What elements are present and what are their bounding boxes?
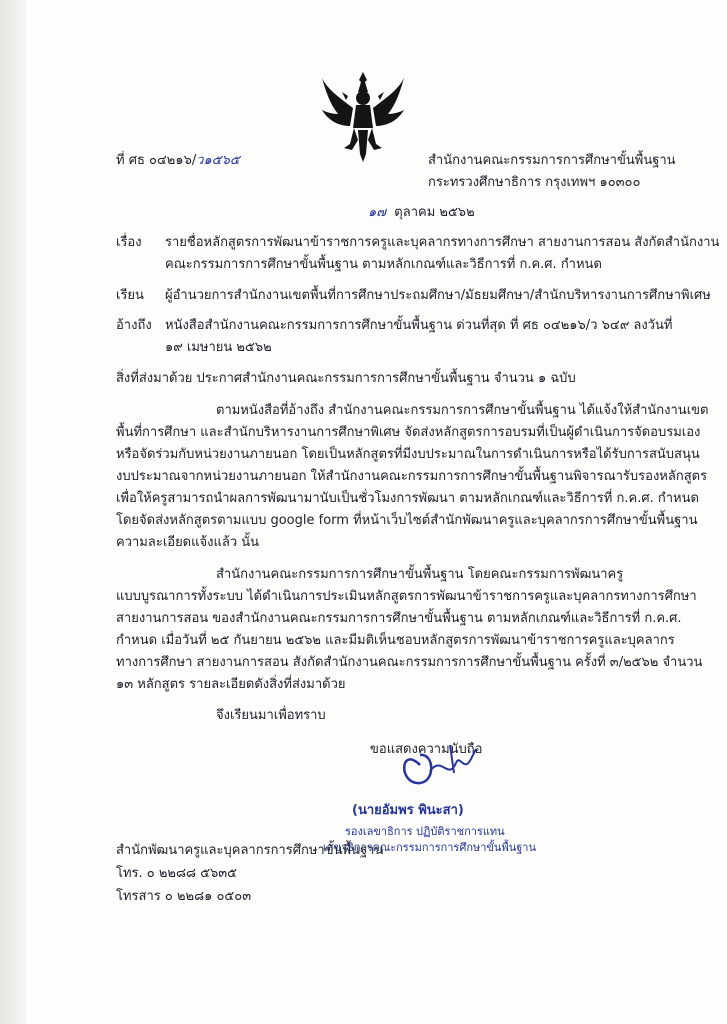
footer-fax: โทรสาร ๐ ๒๒๘๑ ๐๕๐๓ <box>116 889 252 904</box>
regards-line: ขอแสดงความนับถือ <box>370 742 483 757</box>
paragraph-1-line: งบประมาณจากหน่วยงานภายนอก ให้สำนักงานคณะกรรมการการศึกษาขั้นพื้นฐานพิจารณารับรองหลักสูตร <box>116 469 708 484</box>
sender-office: สำนักงานคณะกรรมการการศึกษาขั้นพื้นฐาน <box>428 153 676 168</box>
paragraph-2-line: กำหนด เมื่อวันที่ ๒๕ กันยายน ๒๕๖๒ และมีมติเห็นชอบหลักสูตรการพัฒนาข้าราชการครูและบุคลากร <box>116 633 675 648</box>
paragraph-1-line: ตามหนังสือที่อ้างถึง สำนักงานคณะกรรมการการศึกษาขั้นพื้นฐาน ได้แจ้งให้สำนักงานเขต <box>216 403 709 418</box>
date-month-year: ตุลาคม ๒๕๖๒ <box>394 205 475 220</box>
closing-line: จึงเรียนมาเพื่อทราบ <box>216 708 326 723</box>
paragraph-1-line: หรือจัดร่วมกับหน่วยงานภายนอก โดยเป็นหลักสูตรที่มีงบประมาณในการดำเนินการหรือได้รับการสนับสนุน <box>116 447 700 462</box>
paragraph-2-line: สำนักงานคณะกรรมการการศึกษาขั้นพื้นฐาน โดยคณะกรรมการพัฒนาครู <box>216 567 624 582</box>
paragraph-2-line: ๑๓ หลักสูตร รายละเอียดดังสิ่งที่ส่งมาด้วย <box>116 677 346 692</box>
paragraph-1-line: โดยจัดส่งหลักสูตรตามแบบ google form ที่หน้าเว็บไซต์สำนักพัฒนาครูและบุคลากรการศึกษาขั้นพื้นฐาน <box>116 513 698 528</box>
subject-line-1: รายชื่อหลักสูตรการพัฒนาข้าราชการครูและบุคลากรทางการศึกษา สายงานการสอน สังกัดสำนักงาน <box>165 235 720 250</box>
subject-label: เรื่อง <box>116 235 142 250</box>
footer-office: สำนักพัฒนาครูและบุคลากรการศึกษาขั้นพื้นฐาน <box>116 843 384 858</box>
paragraph-1-line: เพื่อให้ครูสามารถนำผลการพัฒนามานับเป็นชั่วโมงการพัฒนา ตามหลักเกณฑ์และวิธีการที่ ก.ค.ศ. กำหนด <box>116 491 699 506</box>
reference-line-1: หนังสือสำนักงานคณะกรรมการการศึกษาขั้นพื้นฐาน ด่วนที่สุด ที่ ศธ ๐๔๒๑๖/ว ๖๔๙ ลงวันที่ <box>165 318 673 333</box>
date-day-handwritten: ๑๗ <box>368 205 387 220</box>
to-label: เรียน <box>116 288 144 303</box>
enclosure-line: สิ่งที่ส่งมาด้วย ประกาศสำนักงานคณะกรรมการการศึกษาขั้นพื้นฐาน จำนวน ๑ ฉบับ <box>116 371 576 386</box>
letter-date <box>368 205 475 221</box>
to-recipient: ผู้อำนวยการสำนักงานเขตพื้นที่การศึกษาประถมศึกษา/มัธยมศึกษา/สำนักบริหารงานการศึกษาพิเศษ <box>165 288 711 303</box>
paragraph-2-line: ทางการศึกษา สายงานการสอน สังกัดสำนักงานคณะกรรมการการศึกษาขั้นพื้นฐาน ครั้งที่ ๓/๒๕๖๒ จำนวน <box>116 655 703 670</box>
footer-telephone: โทร. ๐ ๒๒๘๘ ๕๖๓๕ <box>116 866 238 881</box>
signature-icon <box>390 735 520 795</box>
reference-label: อ้างถึง <box>116 318 152 333</box>
reference-line-2: ๑๙ เมษายน ๒๕๖๒ <box>165 340 272 355</box>
sender-address: กระทรวงศึกษาธิการ กรุงเทพฯ ๑๐๓๐๐ <box>428 175 641 190</box>
paragraph-1-line: ความละเอียดแจ้งแล้ว นั้น <box>116 535 260 550</box>
signer-title-2: เลขาธิการคณะกรรมการการศึกษาขั้นพื้นฐาน <box>323 841 536 854</box>
paragraph-1-line: พื้นที่การศึกษา และสำนักบริหารงานการศึกษาพิเศษ จัดส่งหลักสูตรการอบรมที่เป็นผู้ดำเนินการจัดอบรมเอง <box>116 425 701 440</box>
paragraph-2-line: แบบบูรณาการทั้งระบบ ได้ดำเนินการประเมินหลักสูตรการพัฒนาข้าราชการครูและบุคลากรทางการศึกษา <box>116 589 697 604</box>
reference-handwritten: ว๑๕๖๕ <box>196 153 240 168</box>
reference-prefix: ที่ ศธ ๐๔๒๑๖/ <box>116 153 197 168</box>
signer-title-1: รองเลขาธิการ ปฏิบัติราชการแทน <box>345 825 505 838</box>
subject-line-2: คณะกรรมการการศึกษาขั้นพื้นฐาน ตามหลักเกณฑ์และวิธีการที่ ก.ค.ศ. กำหนด <box>165 257 602 272</box>
garuda-emblem-icon <box>320 70 406 166</box>
scan-edge-shadow <box>0 0 26 1024</box>
signer-name: (นายอัมพร พินะสา) <box>352 803 464 818</box>
paragraph-2-line: สายงานการสอน ของสำนักงานคณะกรรมการการศึกษาขั้นพื้นฐาน ตามหลักเกณฑ์และวิธีการที่ ก.ค.ศ. <box>116 611 682 626</box>
reference-number <box>116 153 240 169</box>
